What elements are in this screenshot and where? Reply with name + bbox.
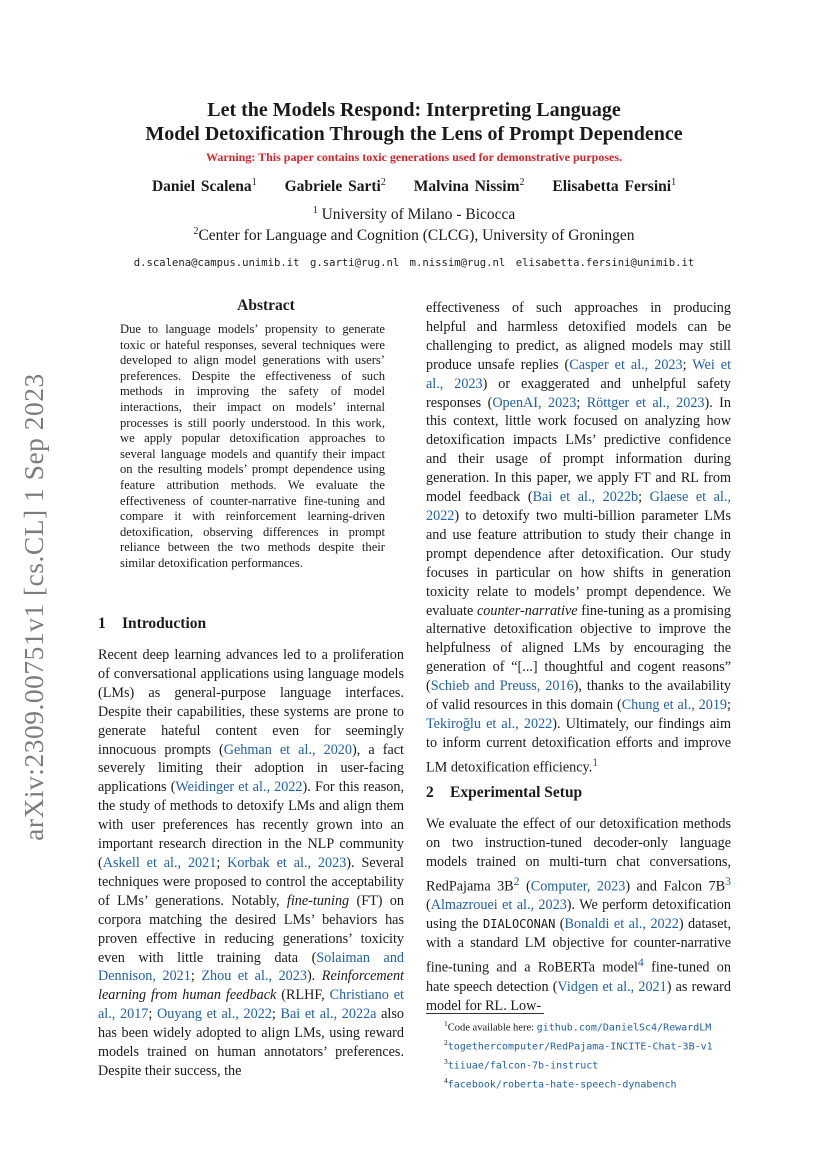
author: Malvina Nissim$^2$ — [413, 177, 525, 196]
citation-link[interactable]: Korbak et al., 2023 — [227, 854, 347, 871]
author: Daniel Scalena$^1$ — [151, 177, 257, 196]
section-heading-experimental-setup: 2 Experimental Setup — [426, 784, 583, 801]
footnote-divider — [426, 1013, 544, 1014]
author-emails — [90, 257, 738, 269]
email[interactable]: m.nissim@rug.nl — [409, 257, 506, 269]
citation-link[interactable]: Schieb and Preuss, 2016 — [430, 678, 574, 695]
affiliation-2: $^2$Center for Language and Cognition (CLCG), University of Groningen — [193, 226, 635, 245]
footnote-marker[interactable]: 4 — [637, 955, 644, 970]
citation-link[interactable]: Christiano et al., 2017 — [98, 987, 404, 1023]
paper-title — [90, 98, 738, 146]
footnote-marker[interactable]: 3 — [725, 873, 731, 888]
citation-link[interactable]: Vidgen et al., 2021 — [557, 978, 667, 995]
experimental-setup-body: We evaluate the effect of our detoxification methods on two instruction-tuned decoder-only language models trained on multi-turn chat conversations, RedPajama $3B^2$ (Computer, 2023) and Falcon $7B^3$ (Almazrouei et al., 2023). We perform detoxification using the DIALOCONAN (Bonaldi et al., 2022) dataset, with a standard LM objective for counter-narrative fine-tuning and a RoBERTa model$^4$ fine-tuned on hate speech detection (Vidgen et al., 2021) as reward model for RL. Low- — [426, 816, 731, 1014]
section-heading-introduction: 1 Introduction — [98, 615, 207, 632]
introduction-body: Recent deep learning advances led to a proliferation of conversational applications using language models (LMs) as general-purpose language interfaces. Despite their capabilities, these systems are prone to generate hateful content even for seemingly innocuous prompts (Gehman et al., 2020), a fact severely limiting their adoption in user-facing applications (Weidinger et al., 2022). For this reason, the study of methods to detoxify LMs and align them with user preferences has recently grown into an important research direction in the NLP community (Askell et al., 2021; Korbak et al., 2023). Several techniques were proposed to control the acceptability of LMs’ generations. Notably, fine-tuning (FT) on corpora matching the desired LMs’ behaviors has proven effective in reducing generations’ toxicity even with little training data (Solaiman and Dennison, 2021; Zhou et al., 2023). Reinforcement learning from human feedback (RLHF, Christiano et al., 2017; Ouyang et al., 2022; Bai et al., 2022a also has been widely adopted to align LMs, using reward models trained on human annotators’ preferences. Despite their success, the — [98, 647, 405, 1079]
citation-link[interactable]: Casper et al., 2023 — [569, 356, 683, 373]
content-warning: Warning: This paper contains toxic generations used for demonstrative purposes. — [205, 150, 623, 164]
arxiv-sidebar — [14, 372, 54, 842]
citation-link[interactable]: Bai et al., 2022b — [532, 489, 639, 506]
email[interactable]: d.scalena@campus.unimib.it — [133, 257, 300, 269]
footnote-link[interactable]: github.com/DanielSc4/RewardLM — [536, 1022, 712, 1034]
affiliation-1: $^1$ University of Milano - Bicocca — [312, 205, 516, 224]
citation-link[interactable]: Wei et al., 2023 — [426, 356, 732, 392]
email[interactable]: g.sarti@rug.nl — [309, 257, 400, 269]
footnote-marker[interactable]: 1 — [592, 754, 599, 769]
citation-link[interactable]: Chung et al., 2019 — [621, 697, 728, 714]
footnote-link[interactable]: togethercomputer/RedPajama-INCITE-Chat-3B-v1 — [447, 1041, 713, 1053]
citation-link[interactable]: Tekiroğlu et al., 2022 — [426, 715, 553, 732]
arxiv-identifier: arXiv:2309.00751v1 [cs.CL] 1 Sep 2023 — [18, 373, 49, 841]
dataset-name: DIALOCONAN — [483, 917, 556, 932]
title-line-2: Model Detoxification Through the Lens of Prompt Dependence — [145, 123, 683, 145]
citation-link[interactable]: OpenAI, 2023 — [492, 394, 577, 411]
citation-link[interactable]: Röttger et al., 2023 — [586, 394, 705, 411]
title-line-1: Let the Models Respond: Interpreting Language — [207, 99, 621, 121]
footnote-marker[interactable]: 2 — [513, 873, 520, 888]
footnotes — [444, 1017, 713, 1093]
introduction-continued: effectiveness of such approaches in producing helpful and harmless detoxified models can be challenging to predict, as aligned models may still produce unsafe replies (Casper et al., 2023; Wei et al., 2023) or exaggerated and unhelpful safety responses (OpenAI, 2023; Röttger et al., 2023). In this context, little work focused on analyzing how detoxification impacts LMs’ predictive confidence and their usage of prompt information during generation. In this paper, we apply FT and RL from model feedback (Bai et al., 2022b; Glaese et al., 2022) to detoxify two multi-billion parameter LMs and use feature attribution to study their change in prompt dependence after detoxification. Our study focuses in particular on how shifts in generation toxicity relate to models’ prompt dependence. We evaluate counter-narrative fine-tuning as a promising alternative detoxification objective to improve the helpfulness of aligned LMs by encouraging the generation of “[...] thoughtful and cogent reasons” (Schieb and Preuss, 2016), thanks to the availability of valid resources in this domain (Chung et al., 2019; Tekiroğlu et al., 2022). Ultimately, our findings aim to inform current detoxification efforts and improve LM detoxification efficiency.$^1$ — [426, 300, 732, 776]
citation-link[interactable]: Ouyang et al., 2022 — [157, 1006, 272, 1023]
author-list — [90, 177, 738, 196]
footnote: $^4$facebook/roberta-hate-speech-dynabench — [444, 1076, 677, 1091]
citation-link[interactable]: Gehman et al., 2020 — [223, 741, 352, 758]
email[interactable]: elisabetta.fersini@unimib.it — [515, 257, 695, 269]
footnote: $^3$tiiuae/falcon-7b-instruct — [444, 1057, 599, 1072]
citation-link[interactable]: Solaiman and Dennison, 2021 — [98, 949, 405, 985]
author: Gabriele Sarti$^2$ — [284, 177, 386, 196]
abstract-text: Due to language models’ propensity to generate toxic or hateful responses, several techniques were developed to align model generations with users’ preferences. Despite the effectiveness of such methods in improving the safety of model interactions, their impact on models’ internal processes is still poorly understood. In this work, we apply popular detoxification approaches to several language models and quantify their impact on the resulting models’ prompt dependence using feature attribution methods. We evaluate the effectiveness of counter-narrative fine-tuning and compare it with reinforcement learning-driven detoxification, observing differences in prompt reliance between the two methods despite their similar detoxification performances. — [120, 322, 385, 570]
footnote-link[interactable]: facebook/roberta-hate-speech-dynabench — [447, 1079, 677, 1091]
citation-link[interactable]: Almazrouei et al., 2023 — [430, 897, 567, 914]
citation-link[interactable]: Bonaldi et al., 2022 — [564, 916, 679, 933]
abstract-heading: Abstract — [237, 297, 295, 314]
footnote-link[interactable]: tiiuae/falcon-7b-instruct — [447, 1060, 599, 1072]
footnote: $^1$Code available here: github.com/DanielSc4/RewardLM — [444, 1019, 712, 1034]
citation-link[interactable]: Glaese et al., 2022 — [426, 489, 732, 524]
citation-link[interactable]: Bai et al., 2022a — [280, 1006, 377, 1023]
author: Elisabetta Fersini$^1$ — [552, 177, 677, 196]
citation-link[interactable]: Zhou et al., 2023 — [201, 968, 307, 985]
footnote: $^2$togethercomputer/RedPajama-INCITE-Chat-3B-v1 — [444, 1038, 713, 1053]
citation-link[interactable]: Askell et al., 2021 — [102, 854, 217, 871]
citation-link[interactable]: Weidinger et al., 2022 — [175, 779, 303, 796]
citation-link[interactable]: Computer, 2023 — [530, 878, 626, 895]
